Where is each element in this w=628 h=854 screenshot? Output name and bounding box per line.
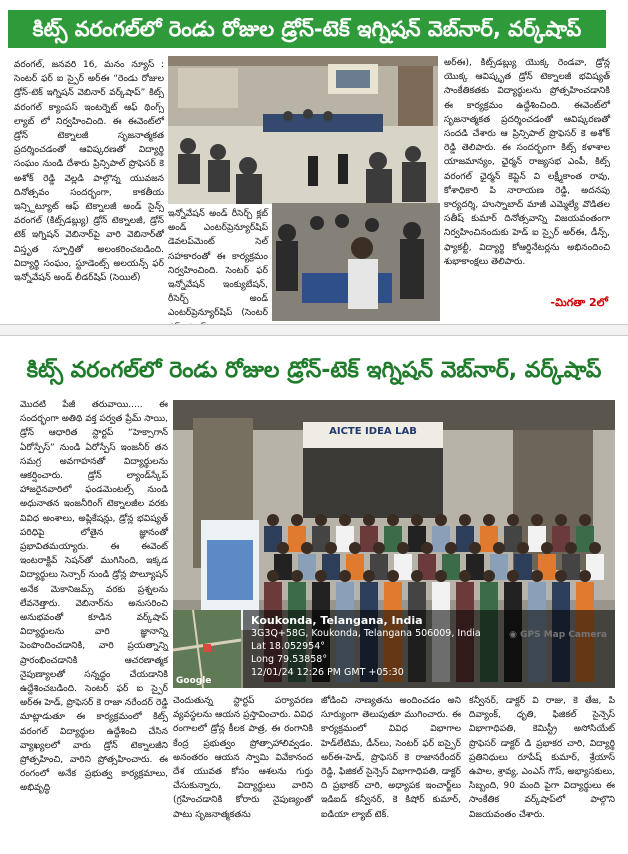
news-clipping-page-1 [0,0,628,322]
gps-datetime: 12/01/24 12:26 PM GMT +05:30 [251,667,404,678]
gps-address: 3G3Q+58G, Koukonda, Telangana 506009, India [251,628,481,639]
clipping-separator [0,324,628,336]
students-illustration [272,203,440,321]
gps-overlay [243,610,615,688]
gps-lat: Lat 18.052954° [251,641,325,652]
headline-2: కిట్స్ వరంగల్‌లో రెండు రోజుల డ్రోన్-టెక్ ఇగ్నిషన్ వెబ్‌నార్, వర్క్‌షాప్ [26,358,602,383]
article-column-2: ఇన్నోవేషన్ అండ్ రీసెర్చ్ క్లబ్ అండ్ ఎంటర్‌ప్రెన్యూర్‌షిప్ డెవలప్‌మెంట్ సెల్ సహకారంతో ఈ కార్యక్రమం నిర్వహించింది. సెంటర్ ఫర్ ఇన్నోవేషన్ ఇంక్యుబేషన్, రీసెర్చ్ అండ్ ఎంటర్‌ప్రెన్యూర్‌షిప్ (సెంటర్ [168,209,268,319]
article-column-3: అర్‌ఈ), కిట్స్‌డబ్ల్యు యొక్క రెండవా, డ్రోన్ల యొక్క ఆవిష్కృత డ్రోన్ టెక్నాలజీ భవిష్యత్ సాంకేతికతకు విద్యార్థులను ప్రోత్సహించడానికి ఈ కార్యక్రమం ఉద్దేశించింది. ఈవెంట్‌లో సృజనాత్మకత ప్రదర్శించడంతో ఆవిష్కరణతో సందడి చేశారు ఆ ప్రిన్సిపాల్ ప్రొఫెసర్ కె అశోక్ రెడ్డి తెలిపారు. ఈ సందర్భంగా కిట్స్ కళాశాల యాజమాన్యం, ఛైర్మన్ రాజ్యసభ ఎంపీ, కిట్స్ వరంగల్ ఛైర్మన్ కెప్టెన్ వి లక్ష్మీకాంత రావు, కోశాధికారి పి నారాయణ రెడ్డి, అదనపు కార్యదర్శి, హుస్నాబాద్ మాజీ ఎమ్మెల్యే వొడితల సతీష్ కుమార్ దినోత్సవాన్ని విజయవంతంగా నిర్వహించినందుకు హెడ్ ఐ స్పైర్ అర్‌ఈ, డీన్స్, ఫ్యాకల్టీ, విద్యార్థి కోఆర్డినేటర్లను అభినందించి శుభాకాంక్షలు తెలిపారు. [444,58,610,267]
article-bottom-column-1: చెందుతున్న స్టార్టప్ పర్యావరణ వ్యవస్థలను ఆయన ప్రస్తావించారు. వివిధ రంగాలలో డ్రోన్ల కీలక పాత్ర, ఈ రంగానికి కేంద్ర ప్రభుత్వం ప్రోత్సాహాలివ్వడం. అనంతరం ఆయన స్వామి వివేకానంద దేశ యువత కోసం ఆశలను గుర్తు చేసుకున్నారు, విద్యార్థులు వారిని (గ్రహించడానికి కోరారు నైపుణ్యంతో పాటు సృజనాత్మకతను [173,696,313,820]
article-column-1: వరంగల్, జనవరి 16, మనం న్యూస్ : సెంటర్ ఫర్ ఐ స్పైర్ అర్ఈ “రెండు రోజుల డ్రోన్-టెక్ ఇగ్నిషన్ వెబినార్ వర్క్‌షాప్” కిట్స్ వరంగల్ క్యాంపస్ ఇంటర్నెట్ ఆఫ్ థింగ్స్ ల్యాబ్ లో నిర్వహించింది. ఈ ఈవెంట్‌లో డ్రోన్ టెక్నాలజీ సృజనాత్మకత ప్రదర్శించడంతో ఆవిష్కరణతో విద్యార్థి సంఘం నుండి దేశారు ప్రిన్సిపాల్ ప్రొఫెసర్ కె అశోక్ రెడ్డి వెల్లడి పాల్గొన్న యువజన దినోత్సవం సందర్భంగా, కాకతీయ ఇన్స్టిట్యూట్ ఆఫ్ టెక్నాలజీ అండ్ సైన్స్ వరంగల్ (కిట్స్‌డబ్ల్యు) డ్రోన్ టెక్నాలజీ, డ్రోన్ టెక్ ఇగ్నిషన్ వెబినార్‌పై వారి వెబినార్‌తో విస్తృత స్ఫూర్తితో అలంకరించబడింది. విద్యార్థి సంఘం, స్టూడెంట్స్ అలయన్స్ ఫర్ ఇన్నోవేషన్ అండ్ లీడర్‌షిప్ (సెయిల్) [14,60,164,284]
headline-banner-1: కిట్స్ వరంగల్‌లో రెండు రోజుల డ్రోన్-టెక్ ఇగ్నిషన్ వెబ్‌నార్, వర్క్‌షాప్ [8,10,606,48]
gps-long: Long 79.53858° [251,654,328,665]
article-left-column: మొదటి పేజీ తరువాయి..... ఈ సందర్భంగా అతిథి వక్త పర్వత ప్రేమ్ సాయి, డ్రోన్ ఆధారిత స్టార్టప్ “హెక్సాగాన్ ఏరోస్పేస్” నుండి ఏరోస్పేస్ ఇంజనీర్ తన సమగ్ర అవగాహనతో విద్యార్థులను ఆకర్షించారు. డ్రోన్ ల్యాండ్‌స్కేప్ హాజరైనవారిలో ఫండమెంటల్స్ నుండి అధునాతన ఇంజనీరింగ్ టెక్నాలజీల వరకు వివిధ అంశాలు, అప్లికేషన్లు, డ్రోన్ల భవిష్యత్ పరిధిపై లోతైన జ్ఞానంతో ప్రభావితమయ్యారు. ఈ ఈవెంట్ ఇంటరాక్టివ్ సెషన్‌తో ముగిసింది, ఇక్కడ విద్యార్థులు సెన్సార్ నుండి డ్రోన్ల పొల్యూషన్ అనేక మెకానిజమ్స్ వరకు ప్రశ్నలను లేవనెత్తారు. వెబినార్‌ను అనుసరించి అనుభవంతో కూడిన వర్క్‌షాప్ విద్యార్థులను వారి జ్ఞానాన్ని పెంపొందించడానికి, వారి ప్రయత్నాన్ని ప్రారంభించడానికి ఆచరణాత్మక నైపుణ్యాలతో సన్నద్ధం చేయడానికి ఉద్దేశించబడింది. సెంటర్ ఫర్ ఐ స్పైర్ అర్‌ఈ హెడ్, ప్రొఫెసర్ కె రాజా నరేందర్ రెడ్డి మాట్లాడుతూ ఈ కార్యక్రమంలో కిట్స్ వరంగల్ విద్యార్థుల ఉద్దేశించి చేసిన వ్యాఖ్యలలో వారు డ్రోన్ టెక్నాలజీని ప్రోత్సహించి, వారిని ప్రోత్సహించారు. ఈ రంగంలో అనేక ప్రభుత్వ కార్యక్రమాలు, అభివృద్ధి [20,400,168,794]
map-label: Google [176,676,212,686]
lab-meeting-illustration [168,56,438,204]
article-bottom-column-3: కన్వీనర్, డాక్టర్ వి రాజు, కె తేజ, పి దివ్యాంక్, ధృతి, ఫిజికల్ సైన్సెస్ విభాగాధిపతి, కెమిస్ట్రీ అసోసియేట్ ప్రొఫెసర్ డాక్టర్ డి ప్రభాకర చారి, విద్యార్థి ప్రతినిధులు రూపేష్ కుమార్, శ్రేయాస్ ఉపాల, శ్రావ్య, ఎంఎస్ గౌస్, అభ్యాసకులు, సిబ్బంది, 90 మంది పైగా విద్యార్థులు ఈ సాంకేతిక వర్క్‌షాప్‌లో పాల్గొని విజయవంతం చేశారు. [469,696,615,820]
map-thumbnail [173,610,241,688]
continued-note: -మిగతా 2లో [550,296,608,309]
photo-lab-meeting [168,56,438,204]
news-clipping-page-2 [0,338,628,854]
lab-sign: AICTE IDEA LAB [329,426,417,437]
article-bottom-column-2: జోడించి నాణ్యతను అందించడం అని సూర్యుంగా తెలుపుతూ ముగించారు. ఈ కార్యక్రమంలో వివిధ విభాగాల హెడ్‌లేటిమ, డీన్‌లు, సెంటర్ ఫర్ ఐస్పైర్ అర్‌ఈ-హెడ్, ప్రొఫెసర్ కె రాజానరేందర్ రెడ్డి, ఫిజికల్ సైన్సెస్ విభాగాధిపతి, డాక్టర్ ది ప్రభాకర్ చారి, అధ్యాపక ఇంచార్జ్‌లు ఇడిఐడ్ కన్వీనర్, కె కిషోర్ కుమార్, ఐడియా ల్యాబ్ టెక్. [321,696,461,820]
photo-students-discussion [272,203,440,321]
gps-place: Koukonda, Telangana, India [251,614,423,627]
